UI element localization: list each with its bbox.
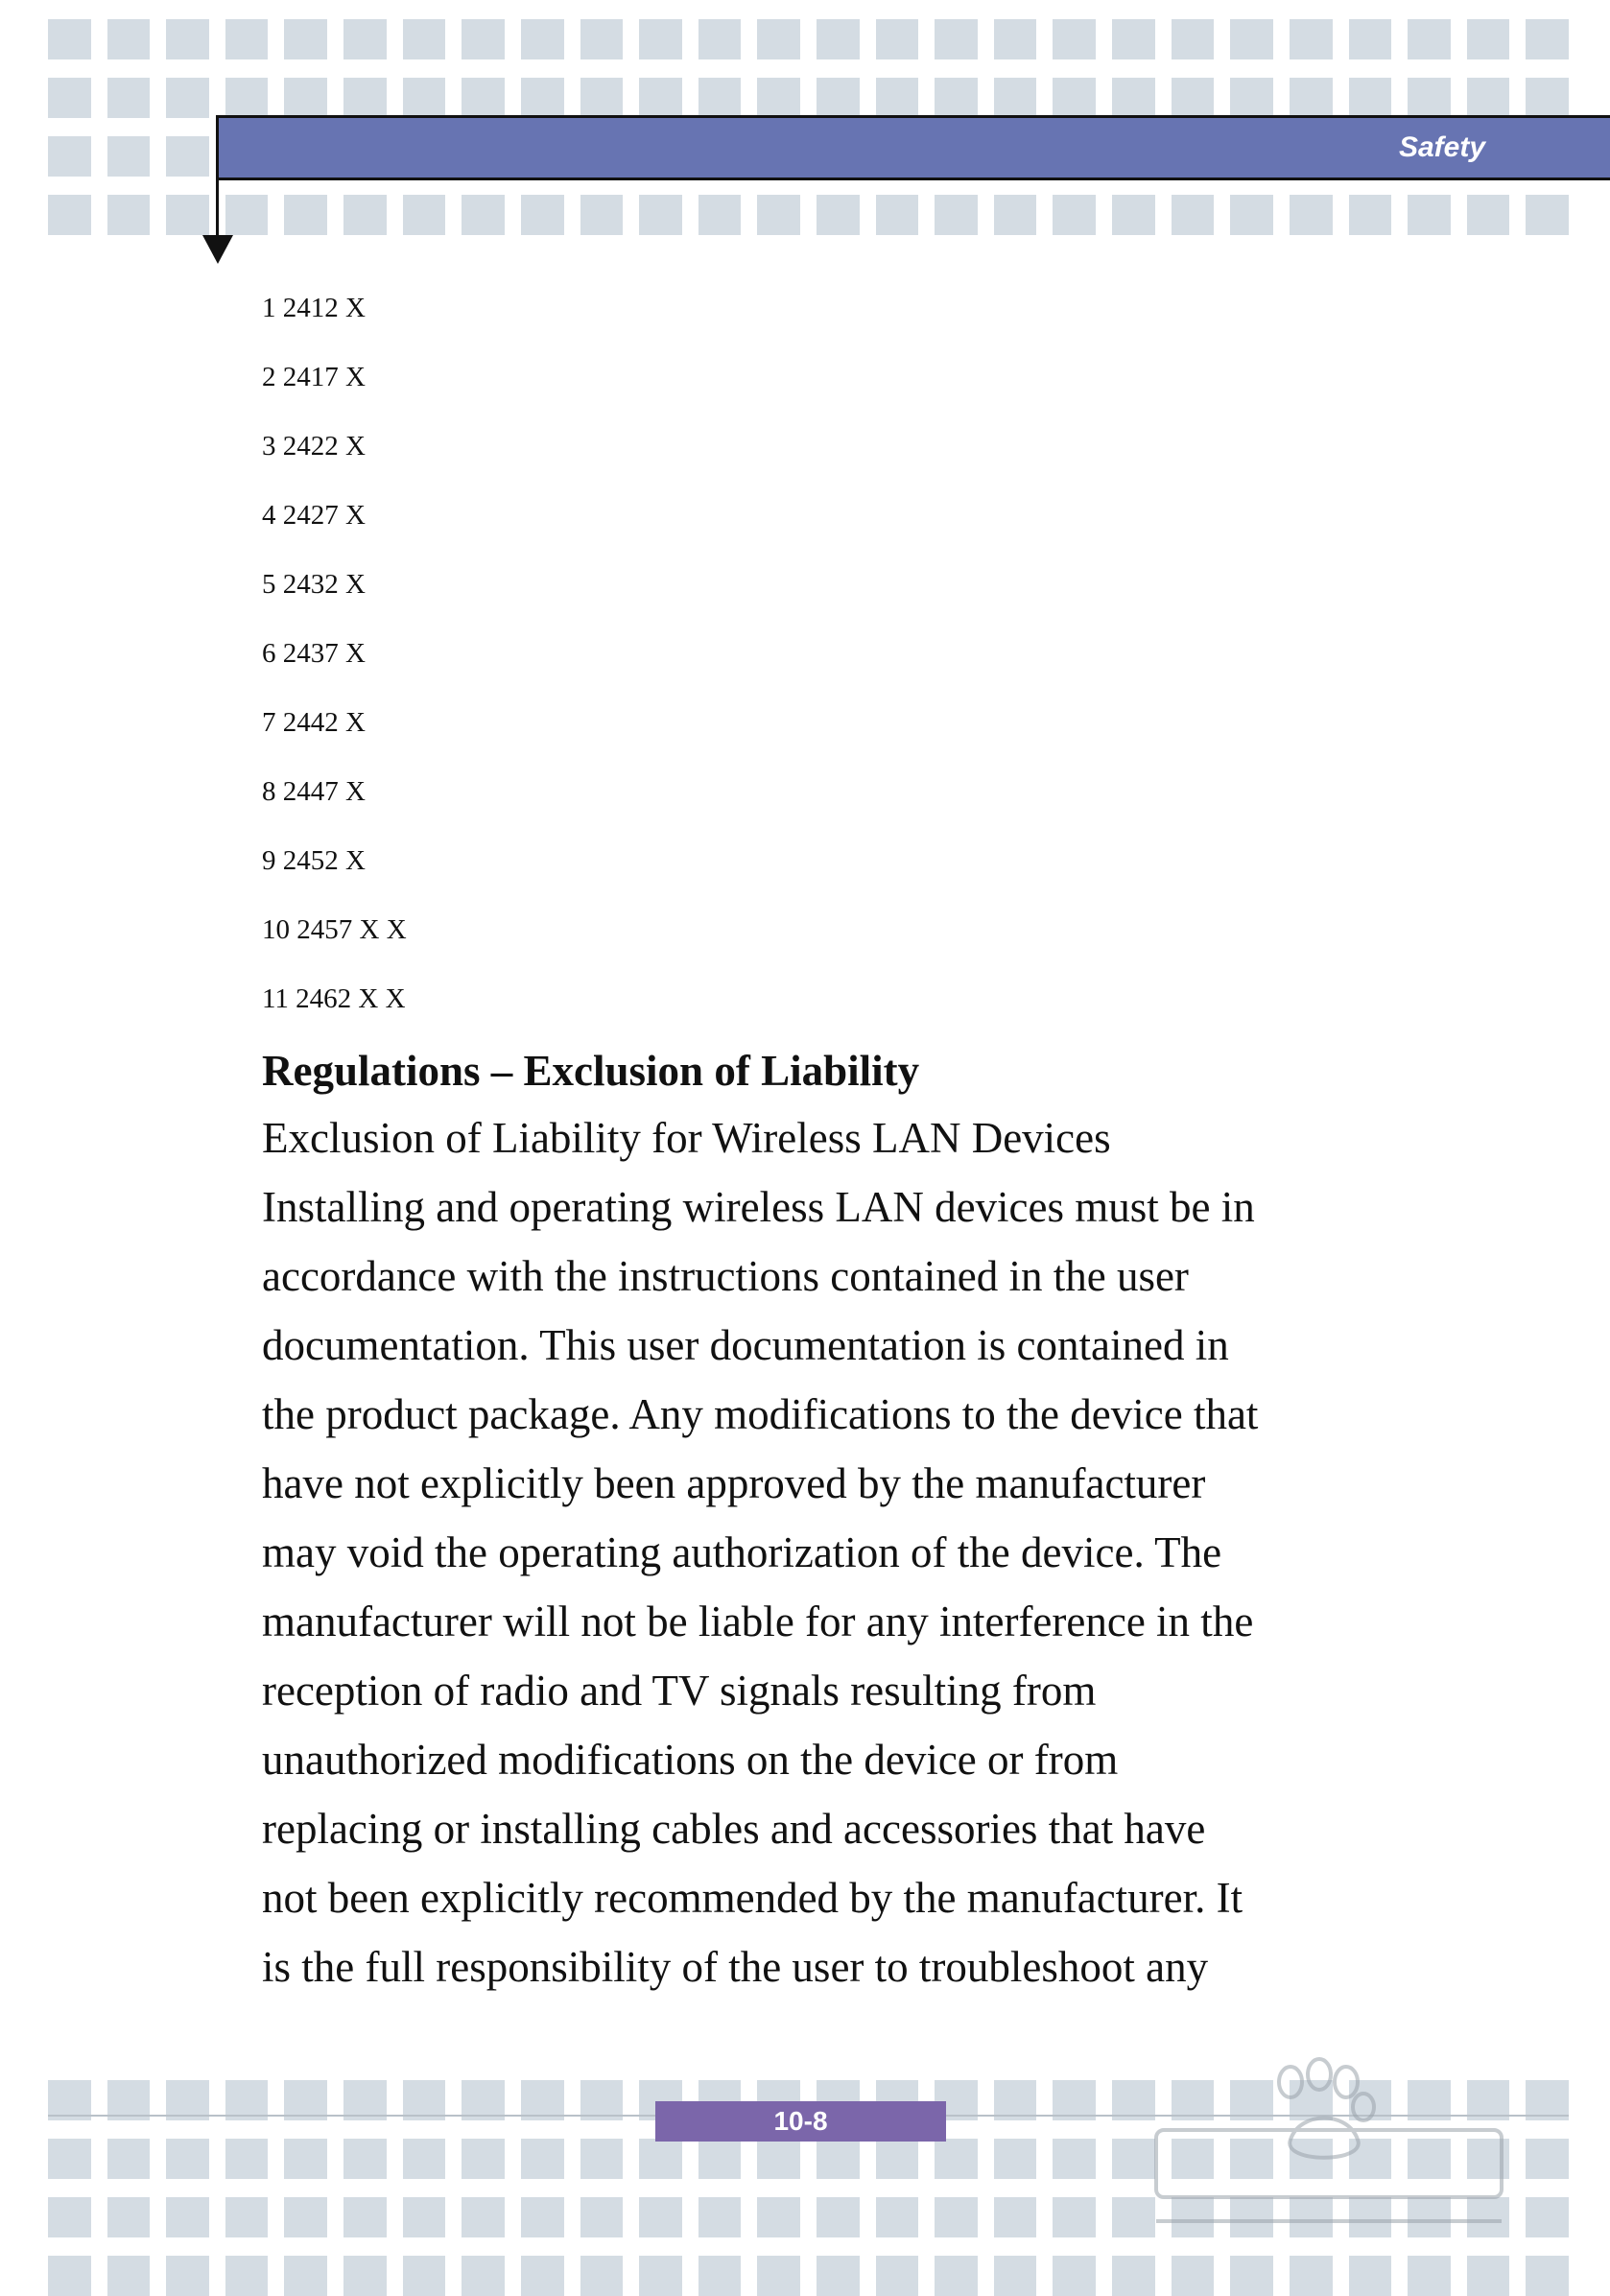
- grid-square: [580, 19, 624, 59]
- grid-square: [698, 78, 742, 118]
- grid-square: [876, 19, 919, 59]
- grid-square: [935, 2256, 978, 2296]
- grid-square: [876, 78, 919, 118]
- body-line: Exclusion of Liability for Wireless LAN Devices: [262, 1114, 1111, 1162]
- baidu-watermark-logo: [1147, 2053, 1530, 2245]
- grid-square: [166, 2256, 209, 2296]
- grid-square: [166, 195, 209, 235]
- grid-square: [48, 2197, 91, 2237]
- grid-square: [48, 136, 91, 177]
- grid-square: [403, 2139, 446, 2179]
- body-line: replacing or installing cables and accessories that have: [262, 1805, 1206, 1853]
- list-item: 1 2412 X: [262, 293, 366, 323]
- grid-square: [1053, 19, 1096, 59]
- grid-square: [48, 195, 91, 235]
- grid-square: [166, 2139, 209, 2179]
- grid-square: [343, 2139, 387, 2179]
- grid-square: [1408, 78, 1451, 118]
- paw-icon: [1147, 2053, 1530, 2245]
- grid-square: [1112, 78, 1155, 118]
- grid-square: [1467, 195, 1510, 235]
- grid-square: [1526, 78, 1569, 118]
- grid-square: [994, 78, 1037, 118]
- grid-square: [107, 19, 151, 59]
- list-item: 5 2432 X: [262, 569, 366, 600]
- grid-square: [48, 2256, 91, 2296]
- grid-square: [225, 2197, 269, 2237]
- grid-square: [994, 2139, 1037, 2179]
- grid-square: [343, 19, 387, 59]
- grid-square: [1112, 195, 1155, 235]
- grid-square: [166, 2197, 209, 2237]
- grid-square: [521, 19, 564, 59]
- grid-square: [1349, 2256, 1392, 2296]
- grid-square: [1526, 19, 1569, 59]
- grid-square: [343, 195, 387, 235]
- grid-square: [284, 195, 327, 235]
- grid-square: [462, 2197, 505, 2237]
- grid-square: [284, 78, 327, 118]
- list-item: 4 2427 X: [262, 500, 366, 531]
- grid-square: [225, 2256, 269, 2296]
- grid-square: [698, 2197, 742, 2237]
- grid-square: [935, 78, 978, 118]
- grid-square: [698, 2139, 742, 2179]
- grid-square: [284, 2197, 327, 2237]
- grid-square: [462, 2139, 505, 2179]
- body-line: unauthorized modifications on the device or from: [262, 1736, 1119, 1784]
- grid-square: [935, 19, 978, 59]
- grid-square: [639, 2139, 682, 2179]
- grid-square: [462, 2256, 505, 2296]
- grid-square: [1408, 19, 1451, 59]
- grid-square: [757, 195, 800, 235]
- grid-square: [757, 2139, 800, 2179]
- list-item: 10 2457 X X: [262, 914, 407, 945]
- grid-square: [1172, 195, 1215, 235]
- grid-square: [462, 195, 505, 235]
- grid-square: [521, 2256, 564, 2296]
- channel-list: [262, 288, 407, 1048]
- list-item: 7 2442 X: [262, 707, 366, 738]
- grid-square: [994, 2256, 1037, 2296]
- body-line: the product package. Any modifications to the device that: [262, 1390, 1259, 1438]
- grid-square: [166, 19, 209, 59]
- grid-square: [107, 195, 151, 235]
- grid-square: [1526, 2256, 1569, 2296]
- grid-square: [698, 19, 742, 59]
- page-number: 10-8: [655, 2101, 946, 2142]
- grid-square: [698, 2256, 742, 2296]
- grid-square: [107, 136, 151, 177]
- grid-square: [639, 78, 682, 118]
- grid-square: [1290, 195, 1333, 235]
- grid-square: [1053, 2197, 1096, 2237]
- grid-square: [639, 19, 682, 59]
- grid-square: [757, 2197, 800, 2237]
- grid-square: [48, 19, 91, 59]
- list-item: 8 2447 X: [262, 776, 366, 807]
- grid-square: [994, 195, 1037, 235]
- grid-square: [1230, 195, 1273, 235]
- list-item: 9 2452 X: [262, 845, 366, 876]
- grid-square: [284, 19, 327, 59]
- grid-square: [1053, 2139, 1096, 2179]
- grid-square: [817, 2197, 860, 2237]
- grid-square: [580, 2256, 624, 2296]
- grid-square: [48, 78, 91, 118]
- grid-square: [1408, 195, 1451, 235]
- grid-square: [876, 195, 919, 235]
- grid-square: [343, 2256, 387, 2296]
- grid-square: [284, 2256, 327, 2296]
- grid-square: [403, 78, 446, 118]
- body-text: [262, 1111, 1258, 2009]
- grid-square: [403, 2197, 446, 2237]
- grid-square: [48, 2139, 91, 2179]
- grid-square: [994, 19, 1037, 59]
- section-header-bar: [216, 115, 1610, 180]
- grid-square: [817, 78, 860, 118]
- grid-square: [403, 2256, 446, 2296]
- grid-square: [935, 195, 978, 235]
- grid-square: [166, 136, 209, 177]
- header-guide-line: [216, 115, 219, 235]
- list-item: 3 2422 X: [262, 431, 366, 462]
- list-item: 2 2417 X: [262, 362, 366, 392]
- grid-square: [580, 2197, 624, 2237]
- grid-square: [580, 78, 624, 118]
- grid-square: [639, 2197, 682, 2237]
- grid-square: [403, 19, 446, 59]
- grid-square: [107, 78, 151, 118]
- grid-square: [225, 195, 269, 235]
- grid-square: [343, 78, 387, 118]
- grid-square: [639, 2256, 682, 2296]
- grid-square: [1053, 2256, 1096, 2296]
- grid-square: [1172, 19, 1215, 59]
- grid-square: [107, 2139, 151, 2179]
- grid-square: [521, 2197, 564, 2237]
- grid-square: [580, 2139, 624, 2179]
- grid-square: [935, 2197, 978, 2237]
- grid-square: [1112, 19, 1155, 59]
- grid-square: [1230, 2256, 1273, 2296]
- section-heading: Regulations – Exclusion of Liability: [262, 1047, 920, 1095]
- body-line: not been explicitly recommended by the manufacturer. It: [262, 1874, 1243, 1922]
- grid-square: [1526, 2139, 1569, 2179]
- body-line: may void the operating authorization of the device. The: [262, 1528, 1222, 1576]
- grid-square: [1172, 78, 1215, 118]
- grid-square: [225, 19, 269, 59]
- grid-square: [1349, 78, 1392, 118]
- grid-square: [817, 2256, 860, 2296]
- grid-square: [1467, 78, 1510, 118]
- body-line: reception of radio and TV signals resulting from: [262, 1667, 1097, 1715]
- list-item: 11 2462 X X: [262, 983, 406, 1014]
- grid-square: [1053, 195, 1096, 235]
- grid-square: [462, 19, 505, 59]
- grid-square: [698, 195, 742, 235]
- down-arrow-icon: [202, 235, 233, 264]
- grid-square: [403, 195, 446, 235]
- grid-square: [876, 2197, 919, 2237]
- grid-square: [876, 2256, 919, 2296]
- grid-square: [284, 2139, 327, 2179]
- body-line: accordance with the instructions contained in the user: [262, 1252, 1189, 1300]
- grid-square: [580, 195, 624, 235]
- grid-square: [935, 2139, 978, 2179]
- grid-square: [1172, 2256, 1215, 2296]
- grid-square: [757, 19, 800, 59]
- list-item: 6 2437 X: [262, 638, 366, 669]
- grid-square: [817, 19, 860, 59]
- grid-square: [1230, 78, 1273, 118]
- grid-square: [817, 2139, 860, 2179]
- grid-square: [1290, 2256, 1333, 2296]
- grid-square: [1349, 19, 1392, 59]
- grid-square: [876, 2139, 919, 2179]
- grid-square: [1526, 195, 1569, 235]
- body-line: is the full responsibility of the user to troubleshoot any: [262, 1943, 1209, 1991]
- section-title: Safety: [1398, 131, 1485, 163]
- grid-square: [166, 78, 209, 118]
- body-line: Installing and operating wireless LAN devices must be in: [262, 1183, 1255, 1231]
- grid-square: [462, 78, 505, 118]
- grid-square: [639, 195, 682, 235]
- grid-square: [1408, 2256, 1451, 2296]
- grid-square: [1112, 2256, 1155, 2296]
- grid-square: [1467, 2256, 1510, 2296]
- grid-square: [994, 2197, 1037, 2237]
- grid-square: [521, 195, 564, 235]
- grid-square: [1349, 195, 1392, 235]
- body-line: manufacturer will not be liable for any interference in the: [262, 1598, 1254, 1645]
- grid-square: [1290, 19, 1333, 59]
- grid-square: [107, 2197, 151, 2237]
- grid-square: [521, 78, 564, 118]
- grid-square: [1526, 2197, 1569, 2237]
- grid-square: [757, 2256, 800, 2296]
- grid-square: [521, 2139, 564, 2179]
- grid-square: [343, 2197, 387, 2237]
- body-line: documentation. This user documentation is contained in: [262, 1321, 1229, 1369]
- grid-square: [1290, 78, 1333, 118]
- grid-square: [225, 78, 269, 118]
- grid-square: [817, 195, 860, 235]
- grid-square: [1467, 19, 1510, 59]
- grid-square: [225, 2139, 269, 2179]
- grid-square: [1053, 78, 1096, 118]
- grid-square: [1230, 19, 1273, 59]
- grid-square: [757, 78, 800, 118]
- body-line: have not explicitly been approved by the manufacturer: [262, 1459, 1206, 1507]
- grid-square: [107, 2256, 151, 2296]
